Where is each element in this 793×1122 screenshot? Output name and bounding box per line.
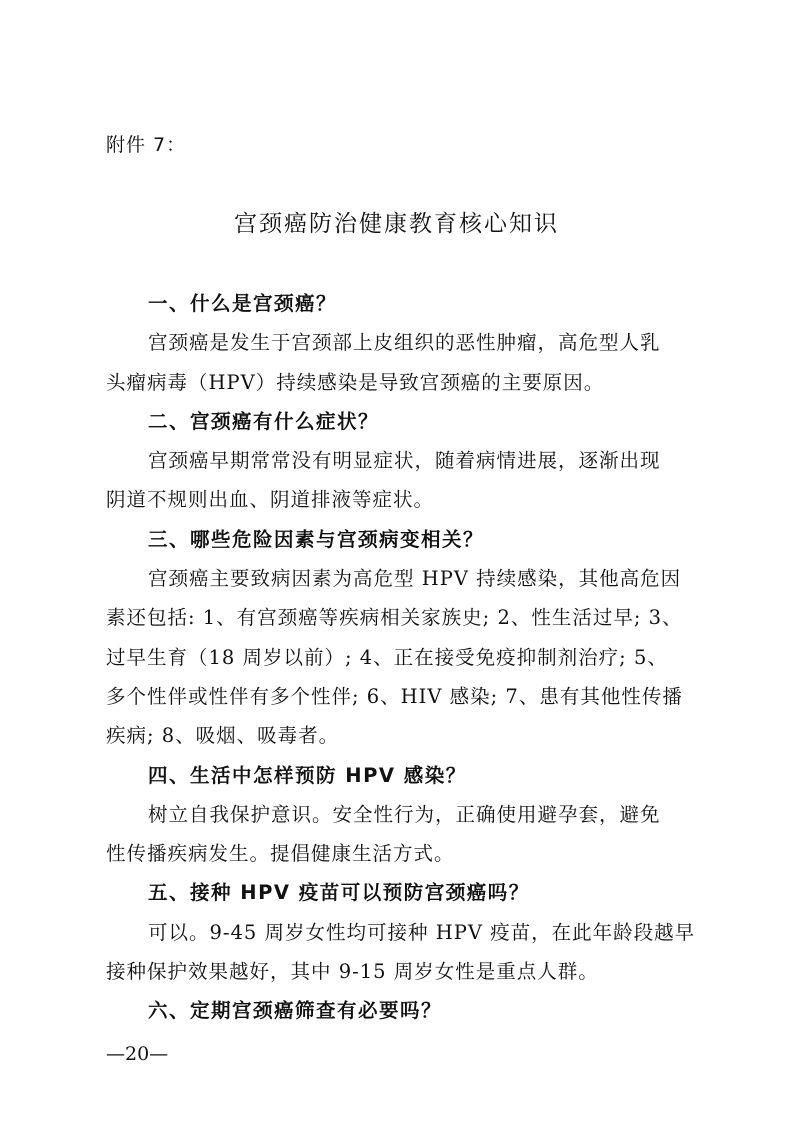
- paragraph-line: 头瘤病毒（HPV）持续感染是导致宫颈癌的主要原因。: [106, 370, 605, 394]
- section-1: [106, 284, 696, 402]
- document-body: [106, 284, 696, 1031]
- paragraph-line: 树立自我保护意识。安全性行为，正确使用避孕套，避免: [148, 802, 661, 826]
- document-title: 宫颈癌防治健康教育核心知识: [234, 211, 559, 237]
- section-paragraph: [106, 323, 696, 402]
- section-paragraph: [106, 913, 696, 992]
- paragraph-line: 阴道不规则出血、阴道排液等症状。: [106, 488, 435, 512]
- section-heading: 二、宫颈癌有什么症状？: [148, 409, 380, 433]
- paragraph-line: 多个性伴或性伴有多个性伴; 6、HIV 感染; 7、患有其他性传播: [106, 684, 683, 708]
- paragraph-line: 素还包括: 1、有宫颈癌等疾病相关家族史; 2、性生活过早; 3、: [106, 606, 683, 630]
- section-3: [106, 520, 696, 756]
- section-paragraph: [106, 559, 696, 755]
- paragraph-line: 宫颈癌是发生于宫颈部上皮组织的恶性肿瘤，高危型人乳: [148, 331, 661, 355]
- section-heading: 五、接种 HPV 疫苗可以预防宫颈癌吗？: [148, 881, 530, 905]
- attachment-label: 附件 7：: [106, 134, 187, 156]
- section-4: [106, 756, 696, 874]
- section-5: [106, 873, 696, 991]
- paragraph-line: 宫颈癌早期常常没有明显症状，随着病情进展，逐渐出现: [148, 449, 661, 473]
- section-heading: 四、生活中怎样预防 HPV 感染？: [148, 763, 467, 787]
- paragraph-line: 接种保护效果越好，其中 9-15 周岁女性是重点人群。: [106, 960, 599, 984]
- section-paragraph: [106, 441, 696, 520]
- page-number: —20—: [106, 1043, 169, 1065]
- paragraph-line: 可以。9-45 周岁女性均可接种 HPV 疫苗，在此年龄段越早: [148, 920, 696, 944]
- paragraph-line: 过早生育（18 周岁以前）; 4、正在接受免疫抑制剂治疗; 5、: [106, 645, 668, 669]
- section-2: [106, 402, 696, 520]
- section-heading: 六、定期宫颈癌筛查有必要吗？: [148, 999, 443, 1023]
- section-6: [106, 991, 696, 1030]
- paragraph-line: 疾病; 8、吸烟、吸毒者。: [106, 724, 340, 748]
- section-heading: 一、什么是宫颈癌？: [148, 292, 338, 315]
- section-paragraph: [106, 795, 696, 874]
- paragraph-line: 性传播疾病发生。提倡健康生活方式。: [106, 842, 455, 866]
- paragraph-line: 宫颈癌主要致病因素为高危型 HPV 持续感染，其他高危因: [148, 567, 682, 591]
- section-heading: 三、哪些危险因素与宫颈病变相关？: [148, 527, 485, 551]
